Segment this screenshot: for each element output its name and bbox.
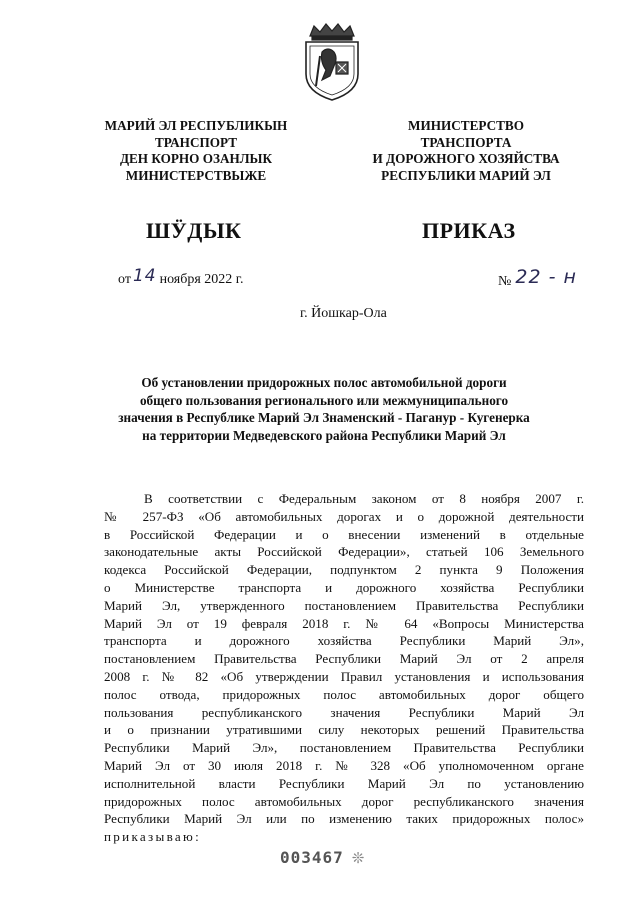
serial-number: 003467	[280, 848, 344, 867]
header-right-line: ТРАНСПОРТА	[420, 134, 512, 150]
ministry-header-mari	[84, 118, 308, 184]
header-left-line: ТРАНСПОРТ	[155, 134, 237, 150]
body-line: Марий Эл от 30 июля 2018 г. № 328 «Об уполномоченном органе	[104, 757, 584, 773]
city: г. Йошкар-Ола	[300, 306, 387, 321]
body-line: постановлением Правительства Республики Марий Эл от 2 апреля	[104, 651, 584, 667]
ministry-header-russian	[352, 118, 580, 184]
body-line: полос отвода, придорожных полос автомобильных дорог общего	[104, 686, 584, 702]
body-line: кодекса Российской Федерации, подпунктом 2 пункта 9 Положения	[104, 562, 584, 578]
subject-line: Об установлении придорожных полос автомобильной дороги	[141, 375, 507, 390]
order-number	[498, 268, 577, 290]
body-line: транспорта и дорожного хозяйства Республики Марий Эл»,	[104, 633, 584, 649]
subject-line: на территории Медведевского района Республики Марий Эл	[142, 427, 506, 443]
header-right-line: МИНИСТЕРСТВО	[408, 118, 524, 133]
doc-type-russian: ПРИКАЗ	[422, 218, 516, 243]
number-symbol: №	[498, 274, 512, 289]
body-line: Марий Эл, утвержденного постановлением Правительства Республики	[104, 597, 584, 613]
body-line-order-word: приказываю:	[104, 829, 202, 845]
subject-line: значения в Республике Марий Эл Знаменский - Паганур - Кугенерка	[118, 410, 530, 425]
date-suffix: ноября 2022 г.	[159, 272, 244, 287]
body-line: пользования республиканского значения Республики Марий Эл	[104, 704, 584, 720]
body-line: и о признании утратившими силу некоторых решений Правительства	[104, 722, 584, 738]
header-left-line: МИНИСТЕРСТВЫЖЕ	[125, 167, 267, 183]
header-left-line: МАРИЙ ЭЛ РЕСПУБЛИКЫН	[104, 118, 288, 133]
number-handwritten: 22 - н	[515, 266, 577, 288]
doc-type-mari: ШӰДЫК	[146, 218, 242, 243]
coat-of-arms-icon	[300, 22, 364, 102]
body-line: исполнительной власти Республики Марий Эл по установлению	[104, 775, 584, 791]
body-line: 2008 г. № 82 «Об утверждении Правил установления и использования	[104, 668, 584, 684]
body-line: в Российской Федерации и о внесении изменений в отдельные	[104, 526, 584, 542]
order-date	[118, 268, 243, 288]
body-line: В соответствии с Федеральным законом от 8 ноября 2007 г.	[144, 491, 584, 506]
body-line: Республики Марий Эл», постановлением Правительства Республики	[104, 740, 584, 756]
header-left-line: ДЕН КОРНО ОЗАНЛЫК	[119, 151, 273, 166]
header-right-line: И ДОРОЖНОГО ХОЗЯЙСТВА	[372, 151, 560, 166]
subject-line: общего пользования регионального или межмуниципального	[139, 392, 509, 408]
date-day-handwritten: 14	[132, 266, 157, 286]
order-subject	[100, 374, 548, 444]
body-line: Марий Эл от 19 февраля 2018 г. № 64 «Вопросы Министерства	[104, 615, 584, 631]
body-line: о Министерстве транспорта и дорожного хозяйства Республики	[104, 579, 584, 595]
body-line: Республики Марий Эл или по изменению таких придорожных полос»	[104, 811, 584, 827]
header-right-line: РЕСПУБЛИКИ МАРИЙ ЭЛ	[381, 167, 551, 183]
stamp-mark: ❊	[351, 849, 366, 867]
body-line: законодательные акты Российской Федерации», статьей 106 Земельного	[104, 544, 584, 560]
body-line: придорожных полос автомобильных дорог республиканского значения	[104, 793, 584, 809]
order-body	[104, 490, 584, 846]
date-prefix: от	[118, 272, 131, 287]
body-line: № 257-ФЗ «Об автомобильных дорогах и о дорожной деятельности	[104, 508, 584, 524]
serial-stamp	[280, 848, 365, 867]
